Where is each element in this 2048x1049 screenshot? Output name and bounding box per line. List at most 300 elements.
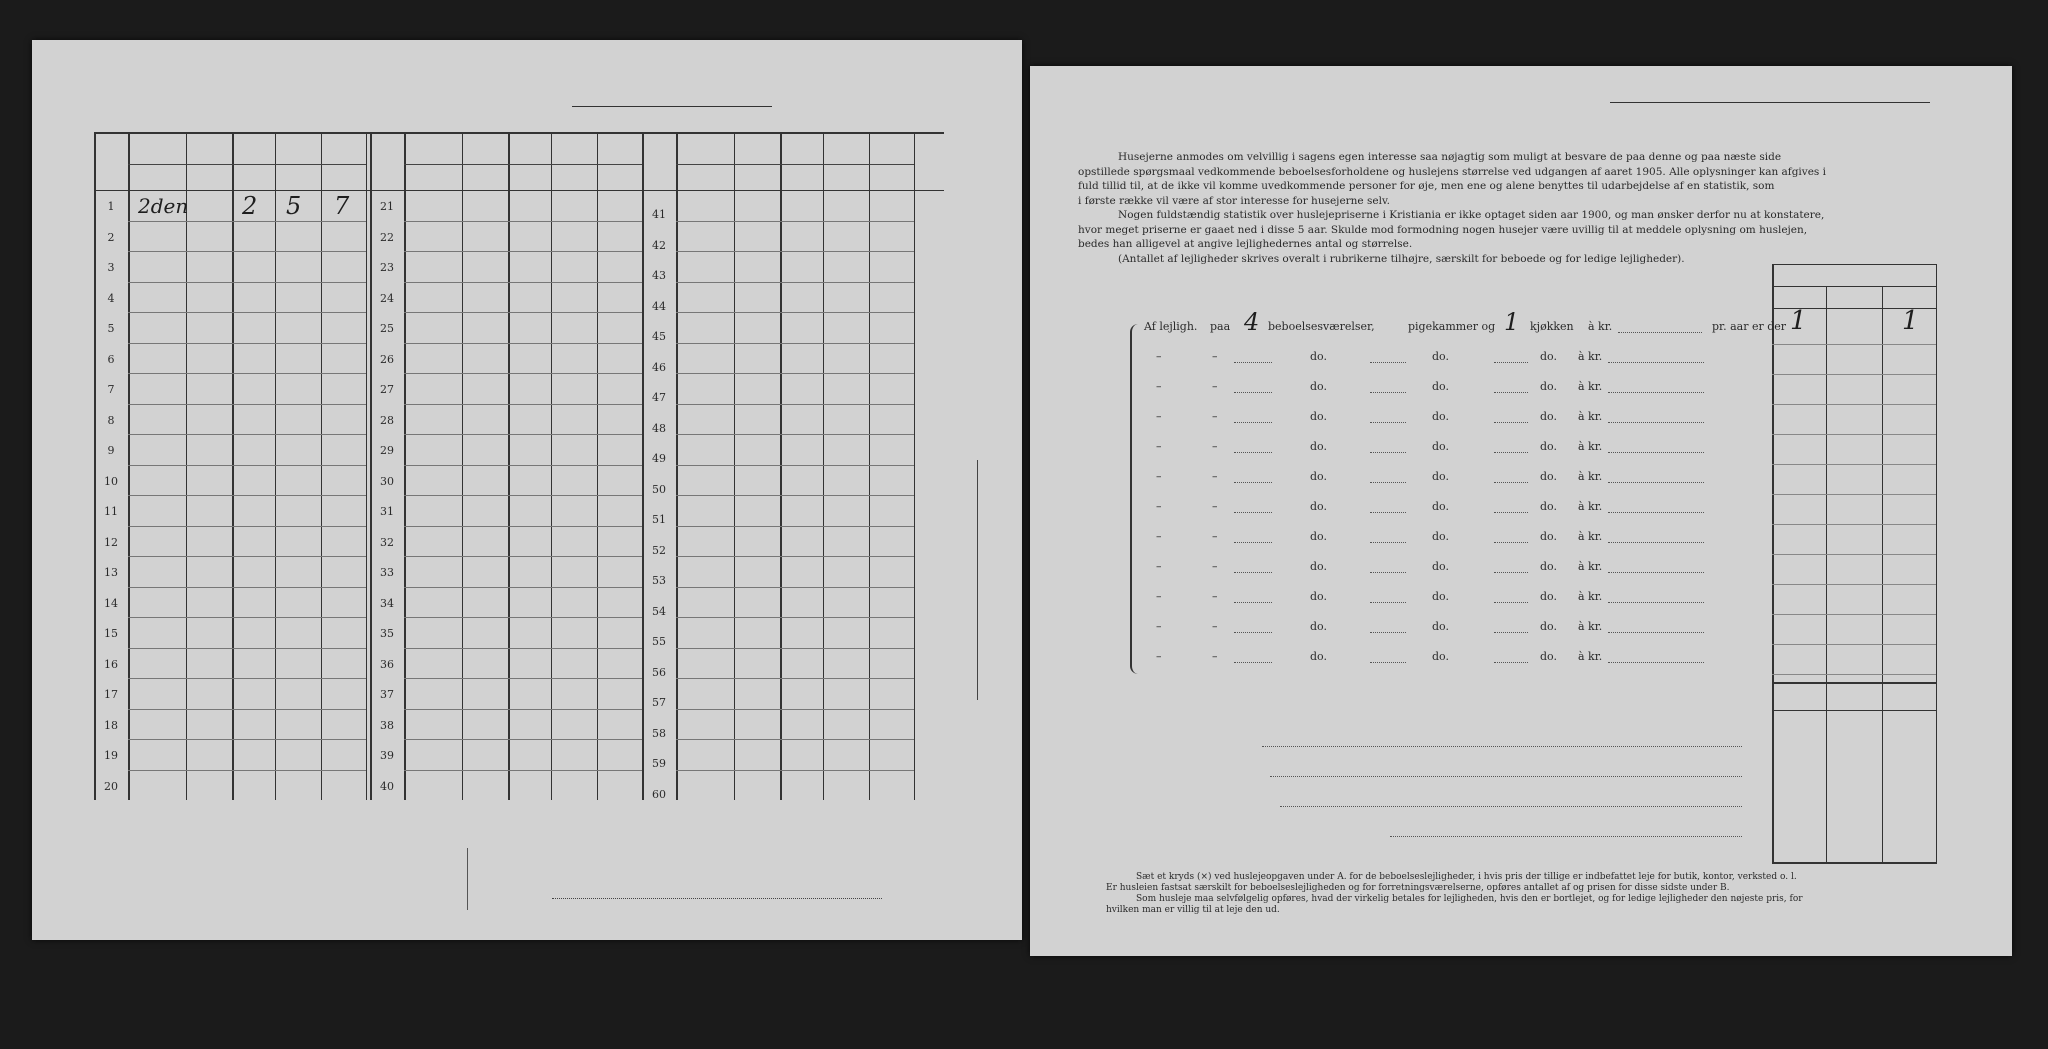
row-number-a: 19 <box>104 749 118 762</box>
row-dash-1: – <box>1156 380 1162 393</box>
row-do-3: do. <box>1540 620 1557 633</box>
row-pige-dots <box>1370 512 1406 513</box>
row-rooms-dots <box>1234 602 1272 603</box>
row-do-3: do. <box>1540 410 1557 423</box>
row-number-a: 1 <box>107 200 115 213</box>
row-number-c: 59 <box>652 757 666 770</box>
row-line-a-14 <box>128 617 366 618</box>
row-number-b: 26 <box>380 352 394 366</box>
row-line-c-19 <box>676 770 914 771</box>
row-line-a-8 <box>128 434 366 435</box>
row-rooms-dots <box>1234 512 1272 513</box>
row-price-dots <box>1608 512 1704 513</box>
row-pige-dots <box>1370 452 1406 453</box>
row-line-c-9 <box>676 465 914 466</box>
row-dash-2: – <box>1212 410 1218 423</box>
row-do-2: do. <box>1432 470 1449 483</box>
antal-top-line <box>1772 264 1936 265</box>
row-do-3: do. <box>1540 470 1557 483</box>
col-line-a-1 <box>128 132 130 800</box>
antal-row-line <box>1772 404 1936 405</box>
row-number-a: 12 <box>104 535 118 549</box>
row-dash-1: – <box>1156 620 1162 633</box>
row-line-b-17 <box>404 709 642 710</box>
row-line-b-12 <box>404 556 642 557</box>
row-number-a: 11 <box>104 505 118 518</box>
row-kjok-dots <box>1494 452 1528 453</box>
row-price-dots <box>1608 362 1704 363</box>
row-dash-1: – <box>1156 350 1162 363</box>
row-number-a: 14 <box>104 596 118 610</box>
row-number-b: 23 <box>380 261 394 274</box>
row1-beboede: 1 <box>1790 306 1807 336</box>
col-line-a-4 <box>275 132 276 800</box>
intro-line: hvor meget priserne er gaaet ned i disse 5 aar. Skulde mod formodning nogen husejer være uvillig til at meddele oplysning om huslejen, <box>1078 223 1808 236</box>
row-do-2: do. <box>1432 590 1449 603</box>
row-number-a: 15 <box>104 627 118 640</box>
row-line-a-3 <box>128 282 366 283</box>
row-do-1: do. <box>1310 380 1327 393</box>
row-number-c: 51 <box>652 513 666 526</box>
row-do-2: do. <box>1432 440 1449 453</box>
row-do-2: do. <box>1432 530 1449 543</box>
row-line-c-8 <box>676 434 914 435</box>
row-do-3: do. <box>1540 500 1557 513</box>
row-line-c-14 <box>676 617 914 618</box>
row-pige-dots <box>1370 362 1406 363</box>
row-do-1: do. <box>1310 620 1327 633</box>
row-do-2: do. <box>1432 620 1449 633</box>
row-kjok-dots <box>1494 602 1528 603</box>
row-line-b-8 <box>404 434 642 435</box>
row-number-b: 25 <box>380 322 394 335</box>
row-akr: à kr. <box>1578 650 1603 663</box>
antal-sub-line <box>1772 286 1936 287</box>
entry-etage: 2den <box>138 194 189 218</box>
antal-row-line <box>1772 374 1936 375</box>
entry-ialt: 7 <box>334 192 350 220</box>
row-rooms-dots <box>1234 632 1272 633</box>
row-rooms-dots <box>1234 362 1272 363</box>
row-number-a: 5 <box>107 322 115 335</box>
antal-row-line <box>1772 524 1936 525</box>
col-line-c-4 <box>823 132 824 800</box>
row-line-c-7 <box>676 404 914 405</box>
row-number-a: 16 <box>104 657 118 671</box>
entry-kvkj: 5 <box>286 192 302 220</box>
row-line-c-6 <box>676 373 914 374</box>
row-do-1: do. <box>1310 470 1327 483</box>
row-akr: à kr. <box>1578 530 1603 543</box>
row-line-c-10 <box>676 495 914 496</box>
row-line-c-3 <box>676 282 914 283</box>
col-line-b-2 <box>462 132 463 800</box>
col-line-b-1 <box>404 132 406 800</box>
row-number-b: 39 <box>380 749 394 762</box>
row-dash-2: – <box>1212 590 1218 603</box>
row-line-c-4 <box>676 312 914 313</box>
antal-col-line-1 <box>1826 286 1827 864</box>
intro-line: bedes han alligevel at angive lejlighedernes antal og størrelse. <box>1078 238 1413 250</box>
row-price-dots <box>1608 482 1704 483</box>
row-number-c: 53 <box>652 574 666 587</box>
intro-line: fuld tillid til, at de ikke vil komme uvedkommende personer for øje, men ene og alene benyttes til udarbejdelse af en statistik, som <box>1078 180 1775 192</box>
antal-row-line <box>1772 434 1936 435</box>
right-street-underline <box>1610 102 1930 103</box>
row-rooms-dots <box>1234 662 1272 663</box>
row-line-c-16 <box>676 678 914 679</box>
row-line-a-6 <box>128 373 366 374</box>
row-line-b-10 <box>404 495 642 496</box>
antal-row-line <box>1772 344 1936 345</box>
row-number-a: 20 <box>104 779 118 793</box>
row-kjok-dots <box>1494 572 1528 573</box>
row-dash-1: – <box>1156 500 1162 513</box>
row-akr: à kr. <box>1578 440 1603 453</box>
row-number-b: 24 <box>380 291 394 305</box>
row1-pige: pigekammer og <box>1408 320 1496 333</box>
row-line-a-4 <box>128 312 366 313</box>
col-line-c-3 <box>780 132 782 800</box>
row-line-a-7 <box>128 404 366 405</box>
row1-pr: pr. aar er der <box>1712 320 1787 333</box>
row-line-a-15 <box>128 648 366 649</box>
row-number-b: 31 <box>380 505 394 518</box>
row-number-c: 49 <box>652 452 666 465</box>
row-number-a: 10 <box>104 474 118 488</box>
row-number-a: 17 <box>104 688 118 701</box>
row-line-a-18 <box>128 739 366 740</box>
row-do-2: do. <box>1432 650 1449 663</box>
row-number-a: 18 <box>104 718 118 732</box>
signature-line <box>552 898 882 899</box>
andre-dots <box>1390 836 1742 837</box>
entry-mandkj: 2 <box>242 192 258 220</box>
row-number-b: 37 <box>380 688 394 701</box>
row-do-1: do. <box>1310 500 1327 513</box>
side-note-line <box>977 460 978 700</box>
row-dash-1: – <box>1156 530 1162 543</box>
row1-beboelse: beboelsesværelser, <box>1268 320 1375 333</box>
intro-line: i første række vil være af stor interesse for husejerne selv. <box>1078 194 1390 207</box>
row-dash-1: – <box>1156 560 1162 573</box>
note-line: hvilken man er villig til at leje den ud. <box>1106 905 1280 915</box>
row-do-2: do. <box>1432 410 1449 423</box>
antal-row-line <box>1772 644 1936 645</box>
antal-row-line <box>1772 494 1936 495</box>
row-dash-2: – <box>1212 650 1218 663</box>
row-do-3: do. <box>1540 530 1557 543</box>
row-pige-dots <box>1370 572 1406 573</box>
antal-row-line <box>1772 614 1936 615</box>
col-line-c-1 <box>676 132 678 800</box>
row-line-b-15 <box>404 648 642 649</box>
row-akr: à kr. <box>1578 410 1603 423</box>
row-do-1: do. <box>1310 440 1327 453</box>
row-number-b: 21 <box>380 200 394 213</box>
row-akr: à kr. <box>1578 590 1603 603</box>
row-line-b-6 <box>404 373 642 374</box>
row-number-b: 27 <box>380 383 394 396</box>
row-dash-2: – <box>1212 620 1218 633</box>
notes <box>1106 872 1803 916</box>
row1-af: Af lejligh. <box>1144 320 1198 333</box>
table-header-border <box>94 190 944 191</box>
row-number-a: 7 <box>107 383 115 396</box>
row-pige-dots <box>1370 482 1406 483</box>
antal-col-line-3 <box>1936 264 1937 864</box>
intro-line: Husejerne anmodes om velvillig i sagens egen interesse saa nøjagtig som muligt at besvare de paa denne og paa næste side <box>1118 151 1782 163</box>
row-do-3: do. <box>1540 440 1557 453</box>
antal-row-line <box>1772 584 1936 585</box>
row-number-a: 4 <box>107 291 115 305</box>
row-line-c-5 <box>676 343 914 344</box>
row-do-1: do. <box>1310 350 1327 363</box>
row-number-c: 55 <box>652 635 666 648</box>
row-line-b-13 <box>404 587 642 588</box>
col-line-b-4 <box>551 132 552 800</box>
row-pige-dots <box>1370 542 1406 543</box>
col-line-b-5 <box>597 132 598 800</box>
row-dash-1: – <box>1156 470 1162 483</box>
row-number-b: 28 <box>380 413 394 427</box>
antal-b-line <box>1772 710 1936 711</box>
row-rooms-dots <box>1234 452 1272 453</box>
row-line-a-5 <box>128 343 366 344</box>
row-pige-dots <box>1370 662 1406 663</box>
row-do-2: do. <box>1432 560 1449 573</box>
row-akr: à kr. <box>1578 620 1603 633</box>
header-sub-line-a <box>128 164 366 165</box>
row-number-c: 46 <box>652 360 666 374</box>
row-number-c: 52 <box>652 543 666 557</box>
row-akr: à kr. <box>1578 560 1603 573</box>
col-line-c-2 <box>734 132 735 800</box>
verksted-dots <box>1280 806 1742 807</box>
row1-ialt: 1 <box>1902 306 1919 336</box>
row-dash-2: – <box>1212 530 1218 543</box>
row-do-3: do. <box>1540 350 1557 363</box>
row-line-b-4 <box>404 312 642 313</box>
row-line-c-15 <box>676 648 914 649</box>
row-akr: à kr. <box>1578 380 1603 393</box>
row-number-b: 30 <box>380 474 394 488</box>
row-number-c: 56 <box>652 665 666 679</box>
row-rooms-dots <box>1234 422 1272 423</box>
row-pige-dots <box>1370 422 1406 423</box>
row-kjok-dots <box>1494 482 1528 483</box>
row-number-c: 50 <box>652 482 666 496</box>
row-number-b: 29 <box>380 444 394 457</box>
row-line-b-16 <box>404 678 642 679</box>
row-line-c-1 <box>676 221 914 222</box>
row-number-a: 9 <box>107 444 115 457</box>
row-do-3: do. <box>1540 560 1557 573</box>
row-dash-1: – <box>1156 440 1162 453</box>
row-do-1: do. <box>1310 590 1327 603</box>
row-line-b-7 <box>404 404 642 405</box>
row-dash-2: – <box>1212 470 1218 483</box>
row-pige-dots <box>1370 632 1406 633</box>
row-price-dots <box>1608 572 1704 573</box>
header-sub-line-c <box>676 164 914 165</box>
row-number-a: 3 <box>107 261 115 274</box>
row-do-3: do. <box>1540 590 1557 603</box>
antal-row-line <box>1772 554 1936 555</box>
row-do-3: do. <box>1540 380 1557 393</box>
row-line-c-2 <box>676 251 914 252</box>
row-line-a-19 <box>128 770 366 771</box>
col-line-b-3 <box>508 132 510 800</box>
row-do-1: do. <box>1310 650 1327 663</box>
row-rooms-dots <box>1234 572 1272 573</box>
row-line-b-14 <box>404 617 642 618</box>
row-line-b-3 <box>404 282 642 283</box>
row-do-1: do. <box>1310 410 1327 423</box>
row-number-c: 58 <box>652 726 666 740</box>
row1-kjokken-count: 1 <box>1504 308 1520 336</box>
row-number-c: 45 <box>652 330 666 343</box>
row-akr: à kr. <box>1578 350 1603 363</box>
row-line-c-12 <box>676 556 914 557</box>
antal-table <box>1772 264 1966 934</box>
antal-col-line-0 <box>1772 264 1774 864</box>
table-top-border-2 <box>94 133 944 134</box>
row-number-c: 41 <box>652 208 666 221</box>
header-sub-line-b <box>404 164 642 165</box>
row-number-c: 44 <box>652 299 666 313</box>
row-line-a-10 <box>128 495 366 496</box>
row-kjok-dots <box>1494 422 1528 423</box>
row-number-b: 34 <box>380 596 394 610</box>
row-number-b: 35 <box>380 627 394 640</box>
antal-row-line <box>1772 464 1936 465</box>
row-number-b: 32 <box>380 535 394 549</box>
antal-col-line-2 <box>1882 286 1883 864</box>
row-line-a-17 <box>128 709 366 710</box>
antal-bottom-line <box>1772 862 1936 864</box>
row-kjok-dots <box>1494 392 1528 393</box>
row-akr: à kr. <box>1578 500 1603 513</box>
row-do-3: do. <box>1540 650 1557 663</box>
row-kjok-dots <box>1494 362 1528 363</box>
row-number-c: 54 <box>652 604 666 618</box>
note-line: Sæt et kryds (×) ved huslejeopgaven under A. for de beboelseslejligheder, i hvis pris der tillige er indbefattet leje for butik, kontor, verksted o. l. <box>1136 872 1797 882</box>
row-line-c-18 <box>676 739 914 740</box>
antal-sum-line <box>1772 682 1936 684</box>
col-line-c-5 <box>869 132 870 800</box>
row1-paa: paa <box>1210 320 1231 333</box>
row-pige-dots <box>1370 602 1406 603</box>
row-dash-2: – <box>1212 350 1218 363</box>
row-number-a: 2 <box>107 230 115 244</box>
row-line-a-9 <box>128 465 366 466</box>
kontor-dots <box>1270 776 1742 777</box>
row-number-b: 22 <box>380 230 394 244</box>
row-price-dots <box>1608 632 1704 633</box>
col-line-a-5 <box>321 132 322 800</box>
row-line-b-19 <box>404 770 642 771</box>
row1-akr: à kr. <box>1588 320 1613 333</box>
row-price-dots <box>1608 392 1704 393</box>
left-page <box>32 40 1022 940</box>
intro-line: Nogen fuldstændig statistik over huslejepriserne i Kristiania er ikke optaget siden aar 1900, og man ønsker derfor nu at konstatere, <box>1118 209 1825 221</box>
row-number-b: 36 <box>380 657 394 671</box>
col-line-a-6 <box>366 132 367 800</box>
row-number-a: 6 <box>107 352 115 366</box>
row-price-dots <box>1608 542 1704 543</box>
row-line-a-12 <box>128 556 366 557</box>
col-line-c-6 <box>914 132 915 800</box>
row-number-c: 60 <box>652 787 666 801</box>
row-number-b: 33 <box>380 566 394 579</box>
row1-rooms: 4 <box>1244 308 1260 336</box>
row-line-a-2 <box>128 251 366 252</box>
brace <box>1130 324 1142 674</box>
row-rooms-dots <box>1234 542 1272 543</box>
row-price-dots <box>1608 602 1704 603</box>
row-line-c-11 <box>676 526 914 527</box>
row-line-b-9 <box>404 465 642 466</box>
street-underline <box>572 106 772 107</box>
row-pige-dots <box>1370 392 1406 393</box>
row-do-2: do. <box>1432 350 1449 363</box>
row-price-dots <box>1608 422 1704 423</box>
row-number-a: 13 <box>104 566 118 579</box>
row-rooms-dots <box>1234 392 1272 393</box>
row-number-b: 40 <box>380 779 394 793</box>
row-kjok-dots <box>1494 512 1528 513</box>
right-page <box>1030 66 2012 956</box>
intro-text <box>1078 150 1826 266</box>
row-rooms-dots <box>1234 482 1272 483</box>
row-dash-1: – <box>1156 650 1162 663</box>
row1-price-dots <box>1618 332 1702 333</box>
row-line-a-11 <box>128 526 366 527</box>
row-kjok-dots <box>1494 542 1528 543</box>
row-dash-1: – <box>1156 410 1162 423</box>
row-do-2: do. <box>1432 500 1449 513</box>
row-dash-2: – <box>1212 380 1218 393</box>
row-do-1: do. <box>1310 530 1327 543</box>
row1-kjokken: kjøkken <box>1530 320 1574 333</box>
row-line-a-16 <box>128 678 366 679</box>
row-line-c-17 <box>676 709 914 710</box>
row-number-a: 8 <box>107 413 115 427</box>
row-line-b-1 <box>404 221 642 222</box>
row-number-c: 57 <box>652 696 666 709</box>
antal-row-line <box>1772 674 1936 675</box>
row-number-c: 43 <box>652 269 666 282</box>
row-do-1: do. <box>1310 560 1327 573</box>
butik-dots <box>1262 746 1742 747</box>
row-do-2: do. <box>1432 380 1449 393</box>
row-number-c: 42 <box>652 238 666 252</box>
footnote-divider <box>467 848 468 910</box>
row-number-c: 47 <box>652 391 666 404</box>
row-line-b-11 <box>404 526 642 527</box>
col-line-a-2 <box>186 132 187 800</box>
row-line-a-13 <box>128 587 366 588</box>
row-line-c-13 <box>676 587 914 588</box>
row-price-dots <box>1608 662 1704 663</box>
intro-line: (Antallet af lejligheder skrives overalt i rubrikerne tilhøjre, særskilt for beboede og for ledige lejligheder). <box>1118 252 1685 265</box>
row-line-b-18 <box>404 739 642 740</box>
col-line-a-3 <box>232 132 234 800</box>
intro-line: opstillede spørgsmaal vedkommende beboelsesforholdene og huslejens størrelse ved udgangen af aaret 1905. Alle oplysninger kan afgives i <box>1078 165 1827 178</box>
row-dash-1: – <box>1156 590 1162 603</box>
row-dash-2: – <box>1212 440 1218 453</box>
